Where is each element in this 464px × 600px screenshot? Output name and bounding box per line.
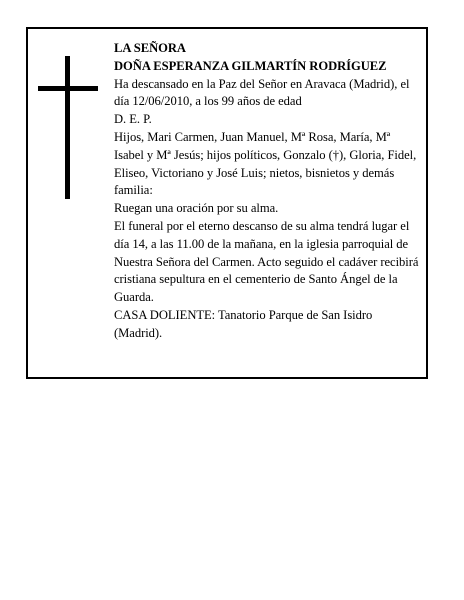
family-list: Hijos, Mari Carmen, Juan Manuel, Mª Rosa, María, Mª Isabel y Mª Jesús; hijos políticos, Gonzalo (†), Gloria, Fidel, Eliseo, Victoriano y José Luis; nietos, bisnietos y demás familia: bbox=[114, 129, 417, 198]
rest-in-peace: D. E. P. bbox=[114, 112, 152, 127]
death-announcement: Ha descansado en la Paz del Señor en Aravaca (Madrid), el día 12/06/2010, a los 99 años de edad bbox=[114, 76, 410, 109]
obituary-text bbox=[114, 40, 422, 343]
funeral-info: El funeral por el eterno descanso de su alma tendrá lugar el día 14, a las 11.00 de la mañana, en la iglesia parroquial de Nuestra Señora del Carmen. Acto seguido el cadáver recibirá cristiana sepultura en el cementerio de Santo Ángel de la Guarda. bbox=[114, 218, 419, 305]
cross-vertical-bar bbox=[65, 56, 70, 199]
cross-horizontal-bar bbox=[38, 86, 98, 91]
cross-icon bbox=[38, 56, 98, 199]
mourning-house: CASA DOLIENTE: Tanatorio Parque de San Isidro (Madrid). bbox=[114, 307, 373, 340]
obituary-notice bbox=[26, 27, 428, 379]
deceased-title: LA SEÑORA bbox=[114, 41, 186, 55]
deceased-name: DOÑA ESPERANZA GILMARTÍN RODRÍGUEZ bbox=[114, 58, 387, 73]
prayer-request: Ruegan una oración por su alma. bbox=[114, 201, 279, 216]
